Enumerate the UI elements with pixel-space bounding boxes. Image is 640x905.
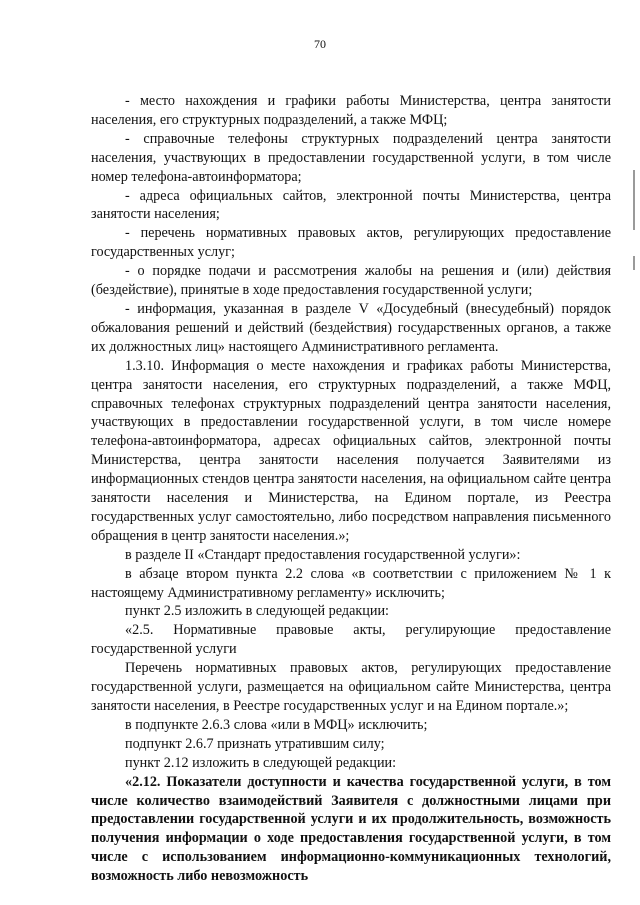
scan-margin-mark (633, 170, 635, 230)
list-item-websites: - адреса официальных сайтов, электронной почты Министерства, центра занятости населения; (91, 187, 611, 223)
amendment-2-2: в абзаце втором пункта 2.2 слова «в соответствии с приложением № 1 к настоящему Административному регламенту» исключить; (91, 565, 611, 601)
list-item-phones: - справочные телефоны структурных подразделений центра занятости населения, участвующих в предоставлении государственной услуги, в том числе номер телефона-автоинформатора; (91, 130, 611, 185)
page-number: 70 (314, 37, 326, 51)
clause-2-5-heading: «2.5. Нормативные правовые акты, регулирующие предоставление государственной услуги (91, 622, 611, 658)
amendment-2-12-intro: пункт 2.12 изложить в следующей редакции: (125, 754, 397, 771)
document-body (91, 92, 611, 886)
amendment-section-ii: в разделе II «Стандарт предоставления государственной услуги»: (125, 546, 521, 563)
list-item-locations: - место нахождения и графики работы Министерства, центра занятости населения, его структурных подразделений, а также МФЦ; (91, 93, 611, 128)
list-item-complaints: - о порядке подачи и рассмотрения жалобы на решения и (или) действия (бездействие), принятые в ходе предоставления государственной услуги; (91, 263, 611, 299)
clause-1-3-10: 1.3.10. Информация о месте нахождения и графиках работы Министерства, центра занятости населения, его структурных подразделений, а также МФЦ, справочных телефонах структурных подразделений центра занятости населения, участвующих в предоставлении государственной услуги, в том числе номере телефона-автоинформатора, адресах официальных сайтов, электронной почты Министерства, центра занятости населения получается Заявителями из информационных стендов центра занятости населения, на официальном сайте центра занятости населения и Министерства, на Едином портале, из Реестра государственных услуг самостоятельно, либо посредством направления письменного обращения в центр занятости населения.»; (91, 357, 611, 544)
amendment-2-6-7: подпункт 2.6.7 признать утратившим силу; (125, 735, 385, 752)
amendment-2-5-intro: пункт 2.5 изложить в следующей редакции: (125, 603, 389, 620)
clause-2-5-text: Перечень нормативных правовых актов, регулирующих предоставление государственной услуги, размещается на официальном сайте Министерства, центра занятости населения, в Реестре государственных услуг и на Едином портале.»; (91, 660, 611, 714)
list-item-legal-acts: - перечень нормативных правовых актов, регулирующих предоставление государственных услуг; (91, 225, 611, 261)
amendment-2-6-3: в подпункте 2.6.3 слова «или в МФЦ» исключить; (125, 716, 428, 733)
list-item-section-v-info: - информация, указанная в разделе V «Досудебный (внесудебный) порядок обжалования решений и действий (бездействия) государственных органов, а также их должностных лиц» настоящего Административного регламента. (91, 300, 611, 355)
clause-2-12-heading: «2.12. Показатели доступности и качества государственной услуги, в том числе количество взаимодействий Заявителя с должностными лицами при предоставлении государственной услуги и их продолжительность, возможность получения информации о ходе предоставления государственной услуги, в том числе с использованием информационно-коммуникационных технологий, возможность либо невозможность (91, 773, 611, 885)
scan-margin-mark (633, 256, 635, 270)
